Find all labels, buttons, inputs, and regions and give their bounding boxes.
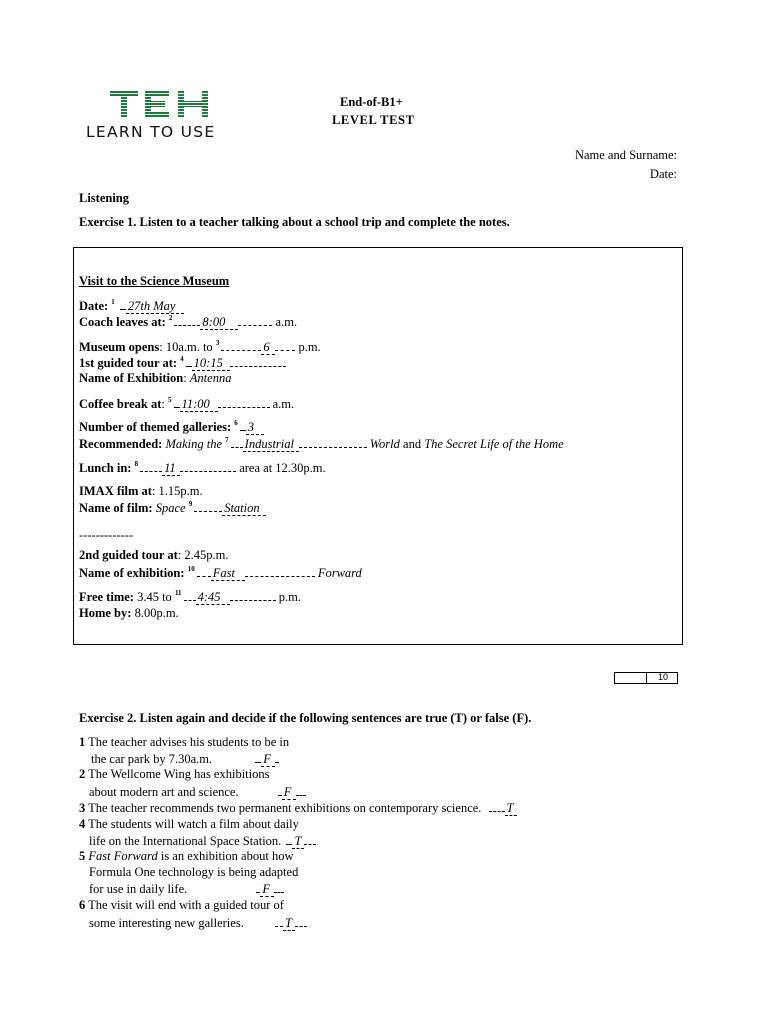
answer-9: Station: [222, 502, 266, 516]
answer-tf-2: F: [282, 786, 296, 800]
answer-tf-4: T: [292, 835, 304, 849]
note-museum: Museum opens: 10a.m. to $^3$ 6 p.m.: [79, 339, 321, 354]
statement-3: 3 The teacher recommends two permanent exhibitions on contemporary science. T: [79, 800, 517, 816]
note-separator: -------------: [79, 528, 134, 542]
statement-4: 4 The students will watch a film about daily: [79, 817, 299, 831]
answer-tf-1: F: [261, 753, 275, 767]
exercise1-instruction: Exercise 1. Listen to a teacher talking about a school trip and complete the notes.: [79, 215, 510, 229]
answer-10: Fast: [211, 567, 245, 581]
answer-7: Industrial: [243, 438, 299, 452]
answer-4: 10:15: [192, 357, 230, 371]
note-recommended: Recommended: Making the $^7$ Industrial World and The Secret Life of the Home: [79, 436, 564, 451]
logo-mark: [110, 91, 210, 117]
note-coach: Coach leaves at: $^2$ 8:00 a.m.: [79, 314, 298, 329]
statement-2: 2 The Wellcome Wing has exhibitions: [79, 767, 270, 781]
notes-title: Visit to the Science Museum: [79, 274, 230, 288]
section-heading: Listening: [79, 191, 130, 205]
answer-3: 6: [261, 341, 275, 355]
note-galleries: Number of themed galleries: $^6$ 3: [79, 419, 264, 435]
exercise2-instruction: Exercise 2. Listen again and decide if the following sentences are true (T) or false (F).: [79, 711, 532, 725]
answer-tf-3: T: [505, 802, 517, 816]
note-exhibition: Name of Exhibition: Antenna: [79, 371, 232, 385]
note-tour2: 2nd guided tour at: 2.45p.m.: [79, 548, 229, 562]
test-title-line2: LEVEL TEST: [332, 113, 415, 127]
answer-2: 8:00: [200, 316, 238, 330]
date-label: Date:: [649, 167, 677, 181]
logo-tagline: LEARN TO USE: [86, 123, 216, 141]
name-surname-label: Name and Surname:: [574, 148, 677, 162]
note-lunch: Lunch in: $^8$ 11 area at 12.30p.m.: [79, 460, 326, 475]
answer-tf-6: T: [283, 917, 295, 931]
answer-6: 3: [246, 421, 264, 435]
score-box: [614, 672, 678, 684]
statement-5: 5 Fast Forward is an exhibition about how: [79, 849, 294, 863]
note-exhibition2: Name of exhibition: $^{10}$ Fast Forward: [79, 565, 362, 580]
note-imax: IMAX film at: 1.15p.m.: [79, 484, 203, 498]
answer-5: 11:00: [180, 398, 218, 412]
answer-11: 4:45: [196, 591, 230, 605]
answer-1: 27th May: [126, 300, 184, 314]
test-title-line1: End-of-B1+: [340, 95, 403, 109]
note-film: Name of film: Space $^9$ Station: [79, 500, 266, 516]
note-free-time: Free time: 3.45 to $^{11}$ 4:45 p.m.: [79, 589, 301, 604]
statement-6: 6 The visit will end with a guided tour of: [79, 898, 284, 912]
statement-1: 1 The teacher advises his students to be in: [79, 735, 290, 749]
note-home: Home by: 8.00p.m.: [79, 606, 179, 620]
answer-8: 11: [162, 462, 180, 476]
note-date: Date: $^1$ 27th May: [79, 298, 184, 314]
score-total: 10: [657, 672, 668, 682]
note-coffee: Coffee break at: $^5$ 11:00 a.m.: [79, 396, 295, 411]
note-tour1: 1st guided tour at: $^4$ 10:15: [79, 355, 286, 371]
answer-tf-5: F: [260, 883, 274, 897]
